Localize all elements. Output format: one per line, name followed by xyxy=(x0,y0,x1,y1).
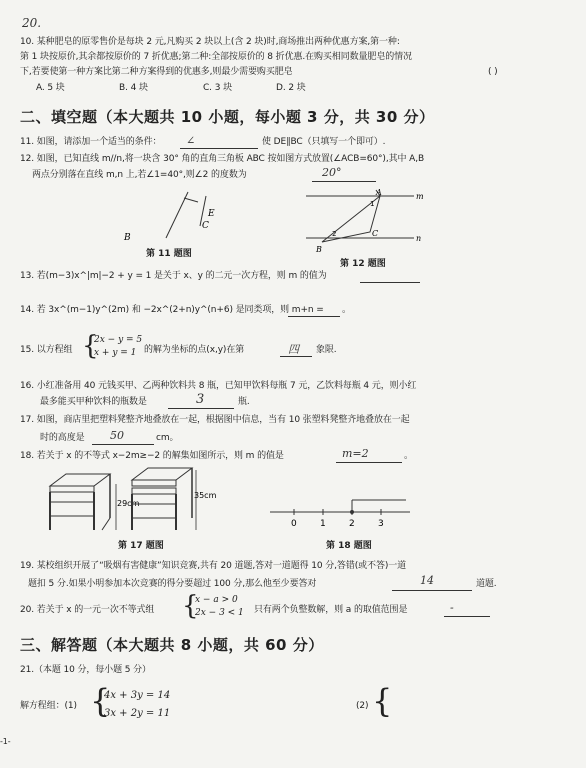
fig12-label-c: C xyxy=(372,229,379,238)
q21-brace-1: { xyxy=(90,682,111,720)
fig17-label-h1: 29cm xyxy=(117,499,140,508)
q21-eq2: 3x + 2y = 11 xyxy=(104,708,171,719)
q21-part2: (2) xyxy=(356,701,369,711)
q17-tail: cm。 xyxy=(156,433,179,443)
q19-line2: 题扣 5 分.如果小明参加本次竞赛的得分要超过 100 分,那么他至少要答对 xyxy=(28,579,317,589)
fig12-diagram xyxy=(296,186,426,256)
fig12-label-b: B xyxy=(316,245,322,254)
q20-post: 只有两个负整数解，则 a 的取值范围是 xyxy=(254,605,408,615)
fig12-label-1: 1 xyxy=(370,200,375,208)
q10-line3: 下,若要使第一种方案比第二种方案得到的优惠多,则最少需要购买肥皂 xyxy=(20,67,293,77)
q21-eq1: 4x + 3y = 14 xyxy=(104,690,171,701)
q12-line2: 两点分别落在直线 m,n 上,若∠1=40°,则∠2 的度数为 xyxy=(32,170,247,180)
fig11-label-c: C xyxy=(202,221,209,231)
q17-line2: 时的高度是 xyxy=(40,433,85,443)
fig18-number-line xyxy=(266,492,416,532)
q17-answer: 50 xyxy=(110,429,124,442)
q12-answer: 20° xyxy=(322,166,342,179)
fig17-stool1-foot xyxy=(102,518,110,530)
q16-tail: 瓶. xyxy=(238,397,250,407)
fig18-caption: 第 18 题图 xyxy=(326,541,372,551)
fig17-stool2-top xyxy=(132,468,192,480)
q19-tail: 道题. xyxy=(476,579,497,589)
q16-answer: 3 xyxy=(196,392,205,407)
q19-line1: 19. 某校组织开展了“吸烟有害健康”知识竞赛,共有 20 道题,答对一道题得 10 分,答错(或不答)一道 xyxy=(20,561,407,571)
fig11-diagram xyxy=(110,186,250,246)
q15-post: 的解为坐标的点(x,y)在第 xyxy=(144,345,245,355)
q20-eq1: x − a > 0 xyxy=(195,595,238,605)
q15-brace: { xyxy=(82,331,99,361)
fig11-line-de xyxy=(184,198,198,202)
q16-line1: 16. 小红准备用 40 元钱买甲、乙两种饮料共 8 瓶，已知甲饮料每瓶 7 元，乙饮料每瓶 4 元，则小红 xyxy=(20,381,417,391)
fig11-line-ab xyxy=(166,192,188,238)
fig18-solution-point xyxy=(350,510,354,514)
q13-text: 13. 若(m−3)x^|m|−2 + y = 1 是关于 x、y 的二元一次方程，则 m 的值为 xyxy=(20,271,327,281)
q16-line2: 最多能买甲种饮料的瓶数是 xyxy=(40,397,147,407)
section3-title: 三、解答题（本大题共 8 小题，共 60 分） xyxy=(20,636,324,654)
q15-eq2: x + y = 1 xyxy=(94,348,137,358)
section2-title: 二、填空题（本大题共 10 小题，每小题 3 分，共 30 分） xyxy=(20,108,435,126)
fig12-caption: 第 12 题图 xyxy=(340,259,386,269)
fig11-label-b: B xyxy=(124,233,131,243)
q18-tail: 。 xyxy=(404,451,413,461)
q13-blank xyxy=(360,270,420,283)
q18-text: 18. 若关于 x 的不等式 x−2m≥−2 的解集如图所示，则 m 的值是 xyxy=(20,451,284,461)
q20-brace: { xyxy=(182,591,199,621)
q15-tail: 象限. xyxy=(316,345,337,355)
q21-head: 21.（本题 10 分，每小题 5 分） xyxy=(20,665,151,675)
q15-pre: 15. 以方程组 xyxy=(20,345,73,355)
q12-line1: 12. 如图，已知直线 m//n,将一块含 30° 角的直角三角板 ABC 按如图方式放置(∠ACB=60°),其中 A,B xyxy=(20,154,425,164)
q10-answer-paren: ( ) xyxy=(488,67,498,77)
page-footer: -1- xyxy=(0,737,11,746)
fig17-stools xyxy=(44,468,217,536)
q10-line1: 10. 某种肥皂的原零售价是每块 2 元,凡购买 2 块以上(含 2 块)时,商场推出两种优惠方案,第一种: xyxy=(20,37,400,47)
q10-line2: 第 1 块按原价,其余都按原价的 7 折优惠;第二种:全部按原价的 8 折优惠.在购买相同数量肥皂的情况 xyxy=(20,52,412,62)
page-number-top: 20. xyxy=(22,16,42,30)
fig11-caption: 第 11 题图 xyxy=(146,249,192,259)
fig12-label-2: 2 xyxy=(332,230,337,238)
q10-option-b: B. 4 块 xyxy=(119,83,148,93)
q20-eq2: 2x − 3 < 1 xyxy=(195,608,244,618)
fig18-tick-label-0: 0 xyxy=(291,519,297,529)
fig17-stool2-seat1 xyxy=(132,480,176,486)
q11-tail: 使 DE∥BC（只填写一个即可）. xyxy=(262,137,386,147)
q18-answer: m=2 xyxy=(342,447,369,460)
fig12-label-n: n xyxy=(416,234,422,243)
q14-blank xyxy=(288,304,340,317)
fig17-stool1-seat xyxy=(50,486,94,492)
q15-eq1: 2x − y = 5 xyxy=(94,335,143,345)
q15-answer: 四 xyxy=(288,343,299,356)
q21-brace-2: { xyxy=(372,682,393,720)
q14-tail: 。 xyxy=(342,305,351,315)
fig12-label-a: A xyxy=(376,188,382,197)
fig17-label-h2: 35cm xyxy=(194,491,217,500)
fig12-label-m: m xyxy=(416,192,424,201)
q11-text: 11. 如图，请添加一个适当的条件： xyxy=(20,137,162,147)
fig17-stool2-seat2 xyxy=(132,488,176,494)
q10-option-c: C. 3 块 xyxy=(203,83,232,93)
q19-answer: 14 xyxy=(420,574,434,587)
fig18-tick-label-2: 2 xyxy=(349,519,355,529)
q11-answer: ∠ xyxy=(186,134,196,147)
q21-pre: 解方程组：(1) xyxy=(20,701,77,711)
q20-pre: 20. 若关于 x 的一元一次不等式组 xyxy=(20,605,155,615)
fig18-tick-label-3: 3 xyxy=(378,519,384,529)
q17-line1: 17. 如图，商店里把塑料凳整齐地叠放在一起，根据图中信息，当有 10 张塑料凳整齐地叠放在一起 xyxy=(20,415,410,425)
fig18-tick-label-1: 1 xyxy=(320,519,326,529)
fig17-stool1-top xyxy=(50,474,110,486)
q10-option-a: A. 5 块 xyxy=(36,83,65,93)
q10-option-d: D. 2 块 xyxy=(276,83,306,93)
q20-answer: - xyxy=(450,601,454,614)
fig17-caption: 第 17 题图 xyxy=(118,541,164,551)
fig11-label-e: E xyxy=(208,209,215,219)
q14-text: 14. 若 3x^(m−1)y^(2m) 和 −2x^(2+n)y^(n+6) 是同类项，则 m+n = xyxy=(20,305,324,315)
